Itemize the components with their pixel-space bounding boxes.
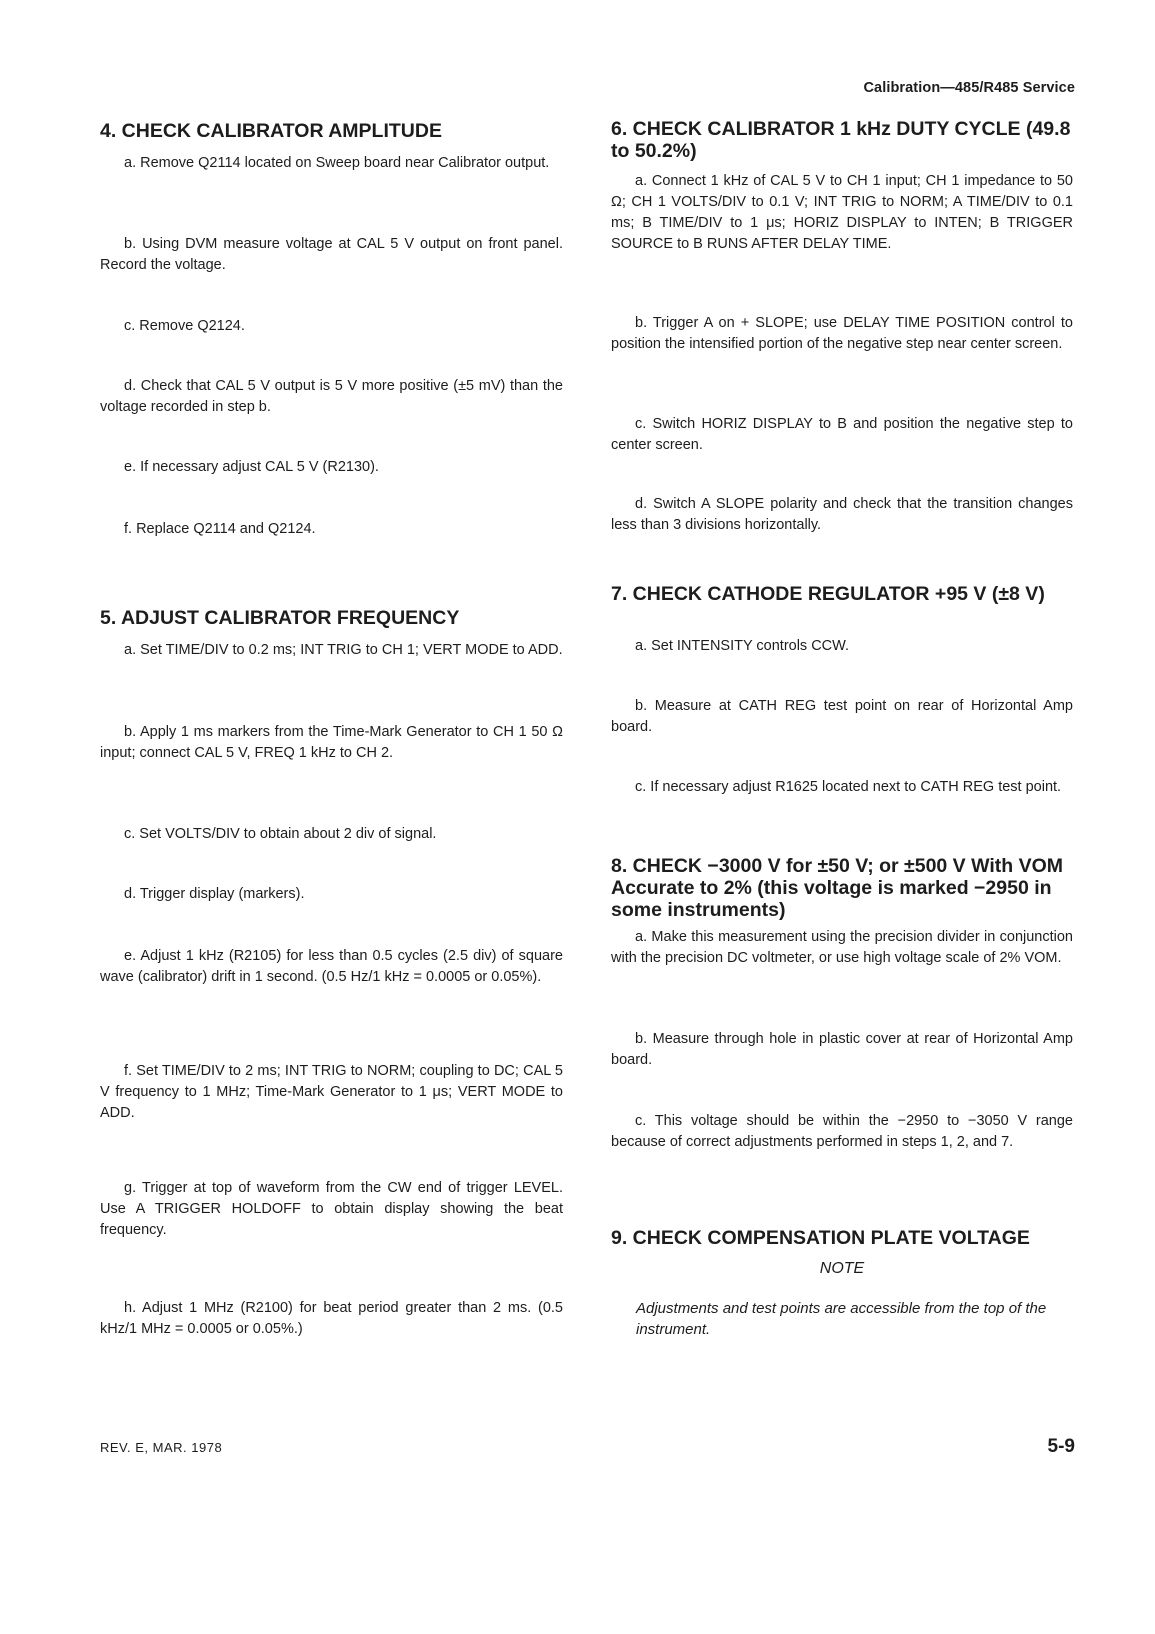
step-7a: a. Set INTENSITY controls CCW. [635,638,850,654]
step-4b: b. Using DVM measure voltage at CAL 5 V output on front panel. Record the voltage. [100,236,563,273]
step-5f: f. Set TIME/DIV to 2 ms; INT TRIG to NORM; coupling to DC; CAL 5 V frequency to 1 MHz; Time-Mark Generator to 1 μs; VERT MODE to ADD. [100,1063,563,1121]
step-6d: d. Switch A SLOPE polarity and check that the transition changes less than 3 divisions horizontally. [611,496,1073,533]
step-6c: c. Switch HORIZ DISPLAY to B and position the negative step to center screen. [611,416,1073,453]
page-number: 5-9 [1047,1436,1075,1457]
step-6a: a. Connect 1 kHz of CAL 5 V to CH 1 input; CH 1 impedance to 50 Ω; CH 1 VOLTS/DIV to 0.1 V; INT TRIG to NORM; A TIME/DIV to 0.1 ms; B TIME/DIV to 1 μs; HORIZ DISPLAY to INTEN; B TRIGGER SOURCE to B RUNS AFTER DELAY TIME. [611,173,1073,252]
note-title: NOTE [819,1260,865,1277]
revision-label: REV. E, MAR. 1978 [100,1440,223,1455]
step-4a: a. Remove Q2114 located on Sweep board near Calibrator output. [124,155,550,171]
step-6b: b. Trigger A on + SLOPE; use DELAY TIME POSITION control to position the intensified portion of the negative step near center screen. [611,315,1073,352]
section-6-heading: 6. CHECK CALIBRATOR 1 kHz DUTY CYCLE (49.8 to 50.2%) [611,118,1071,162]
step-5c: c. Set VOLTS/DIV to obtain about 2 div of signal. [124,826,437,842]
step-4d: d. Check that CAL 5 V output is 5 V more positive (±5 mV) than the voltage recorded in step b. [100,378,563,415]
step-5h: h. Adjust 1 MHz (R2100) for beat period greater than 2 ms. (0.5 kHz/1 MHz = 0.0005 or 0.05%.) [100,1300,563,1337]
section-4-heading: 4. CHECK CALIBRATOR AMPLITUDE [100,120,442,142]
step-4c: c. Remove Q2124. [124,318,245,334]
step-8a: a. Make this measurement using the precision divider in conjunction with the precision DC voltmeter, or use high voltage scale of 2% VOM. [611,929,1073,966]
step-5e: e. Adjust 1 kHz (R2105) for less than 0.5 cycles (2.5 div) of square wave (calibrator) drift in 1 second. (0.5 Hz/1 kHz = 0.0005 or 0.05%). [100,948,563,985]
step-4e: e. If necessary adjust CAL 5 V (R2130). [124,459,379,475]
section-8-heading: 8. CHECK −3000 V for ±50 V; or ±500 V With VOM Accurate to 2% (this voltage is marked −2950 in some instruments) [611,855,1063,921]
step-5a: a. Set TIME/DIV to 0.2 ms; INT TRIG to CH 1; VERT MODE to ADD. [124,642,563,658]
step-5b: b. Apply 1 ms markers from the Time-Mark Generator to CH 1 50 Ω input; connect CAL 5 V, FREQ 1 kHz to CH 2. [100,724,563,761]
section-9-heading: 9. CHECK COMPENSATION PLATE VOLTAGE [611,1227,1030,1249]
running-header: Calibration—485/R485 Service [863,80,1075,96]
step-7b: b. Measure at CATH REG test point on rear of Horizontal Amp board. [611,698,1073,735]
step-8b: b. Measure through hole in plastic cover at rear of Horizontal Amp board. [611,1031,1073,1068]
step-4f: f. Replace Q2114 and Q2124. [124,521,316,537]
step-8c: c. This voltage should be within the −2950 to −3050 V range because of correct adjustments performed in steps 1, 2, and 7. [611,1113,1073,1150]
note-body: Adjustments and test points are accessible from the top of the instrument. [636,1300,1047,1338]
step-7c: c. If necessary adjust R1625 located next to CATH REG test point. [635,779,1062,795]
step-5g: g. Trigger at top of waveform from the CW end of trigger LEVEL. Use A TRIGGER HOLDOFF to obtain display showing the beat frequency. [100,1180,563,1238]
step-5d: d. Trigger display (markers). [124,886,305,902]
section-7-heading: 7. CHECK CATHODE REGULATOR +95 V (±8 V) [611,583,1045,605]
section-5-heading: 5. ADJUST CALIBRATOR FREQUENCY [100,607,460,629]
